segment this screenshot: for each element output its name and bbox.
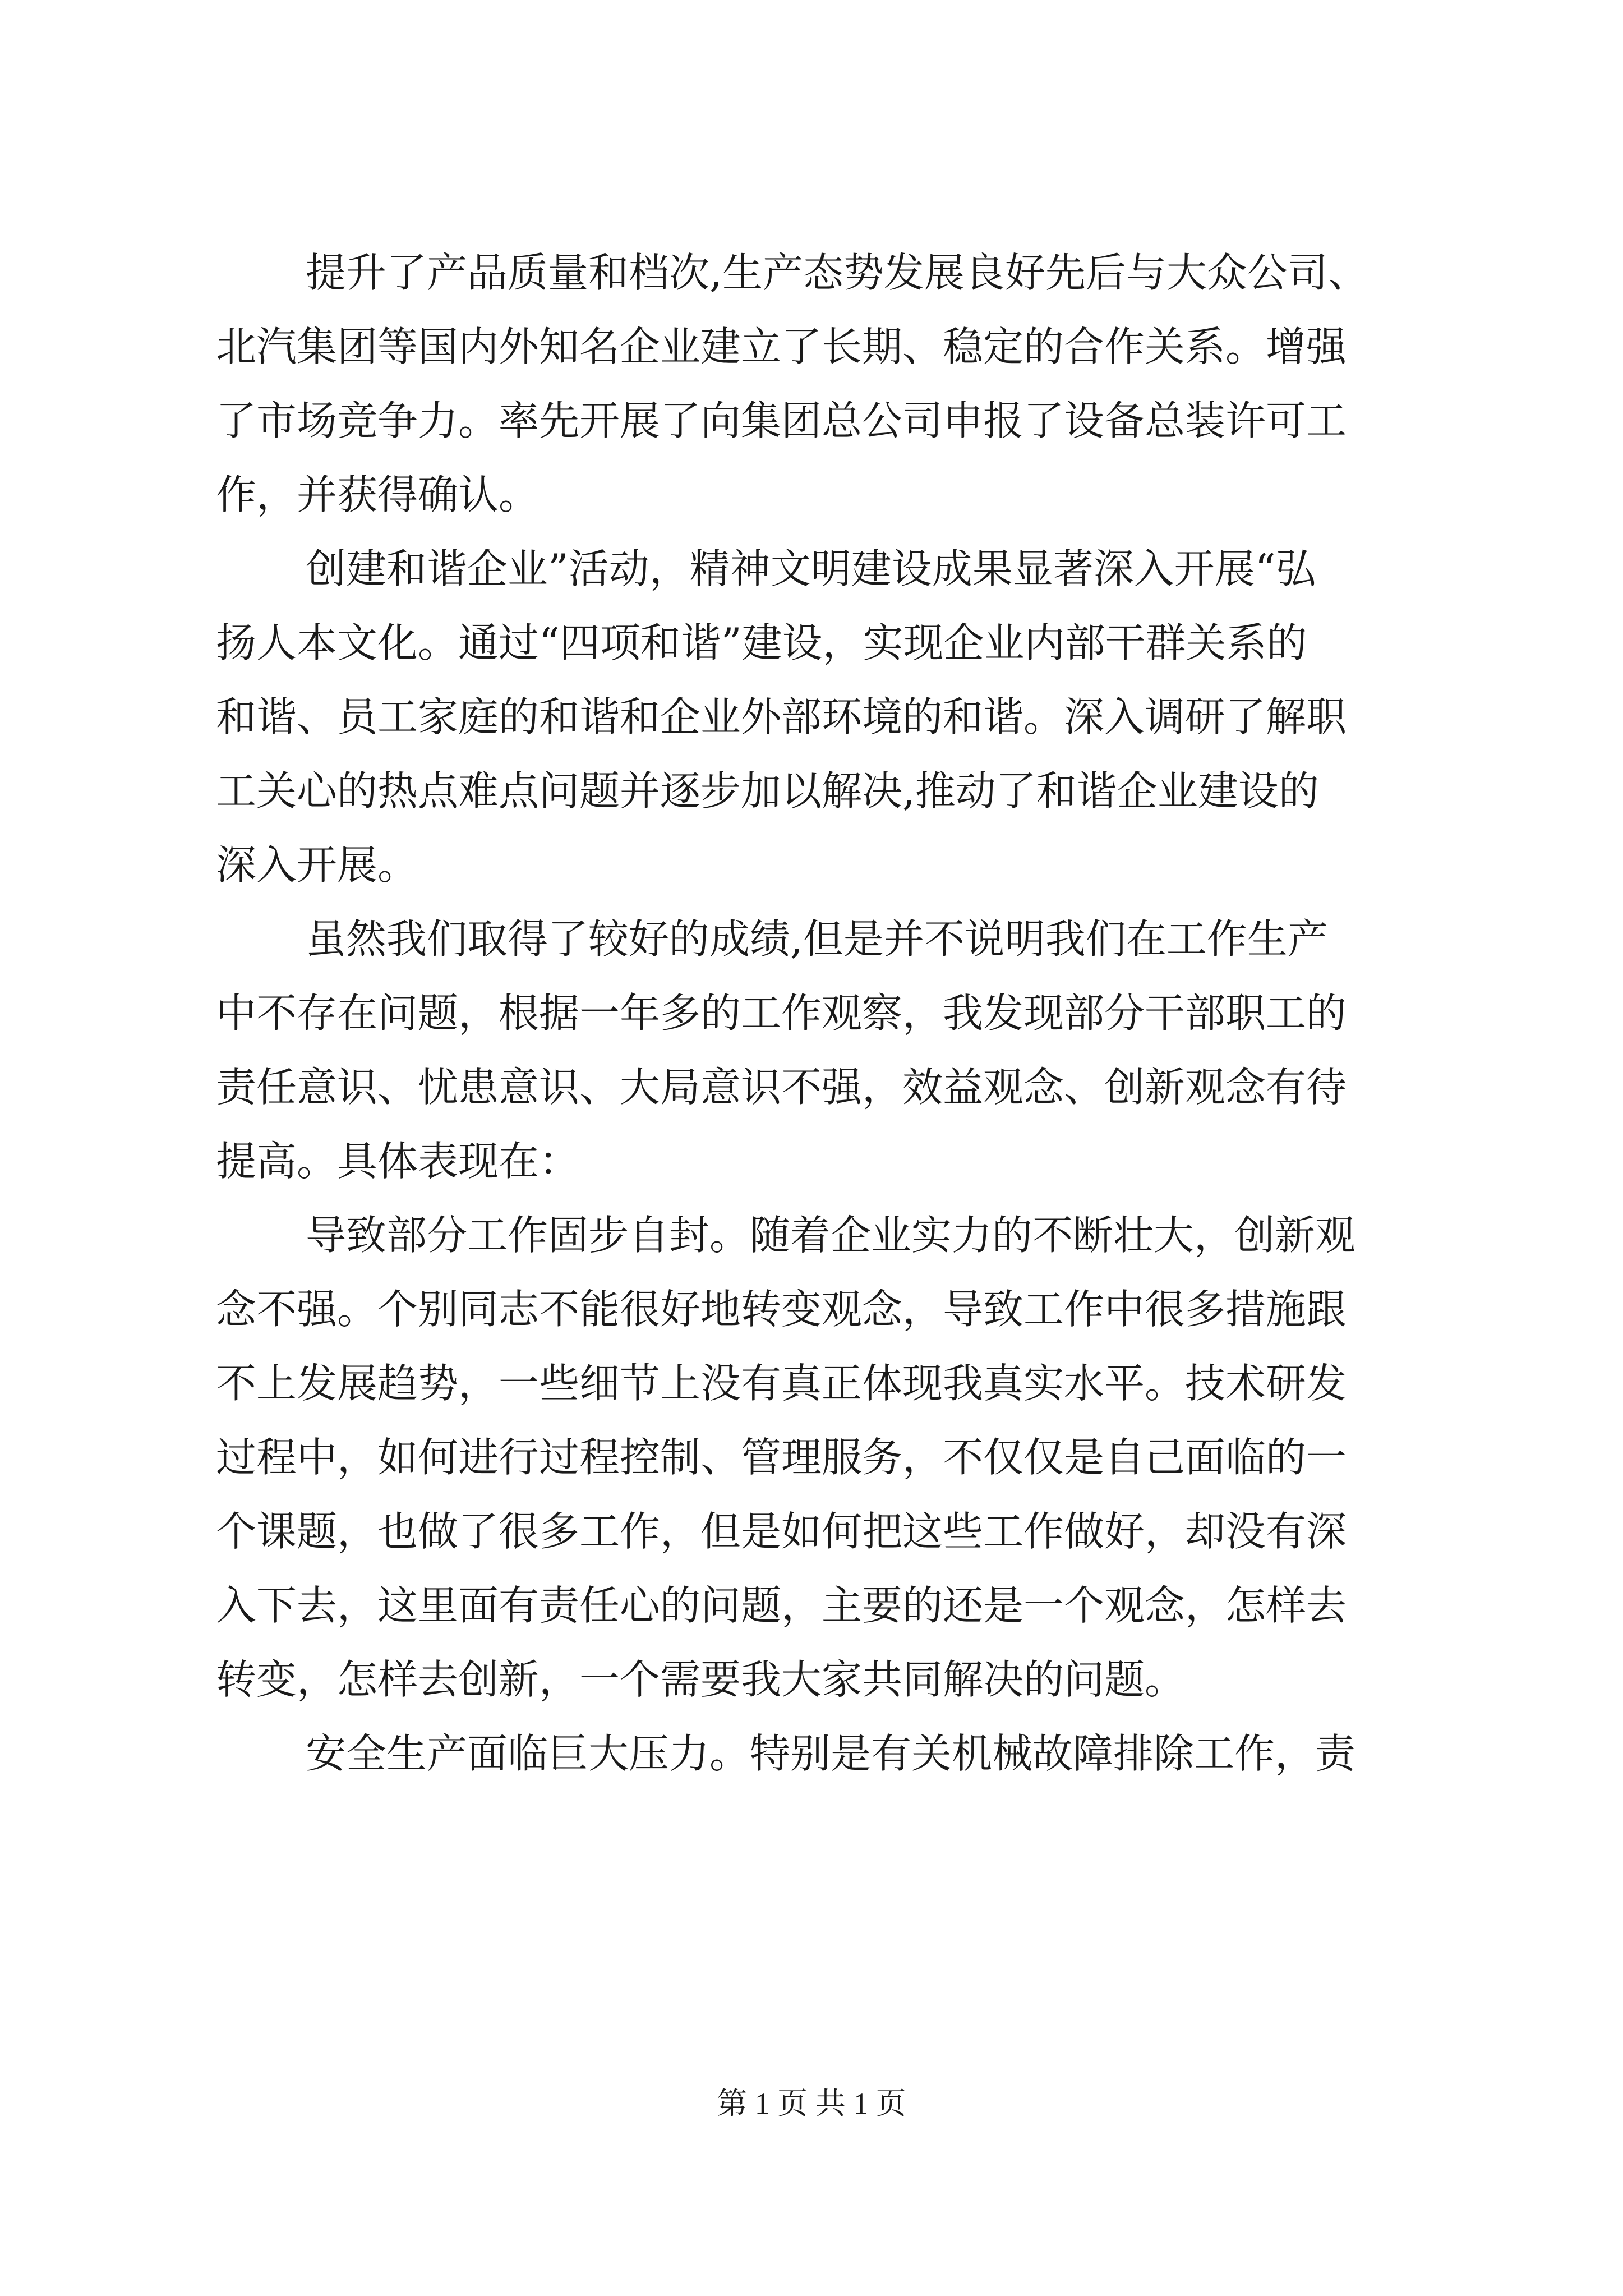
- text-line: 提高。具体表现在：: [216, 1138, 580, 1185]
- text-line: 中不存在问题，根据一年多的工作观察，我发现部分干部职工的: [216, 990, 1347, 1037]
- text-line: 入下去，这里面有责任心的问题，主要的还是一个观念，怎样去: [216, 1582, 1347, 1629]
- paragraph: [216, 236, 1416, 532]
- page-footer: 第 1 页 共 1 页: [717, 2087, 906, 2120]
- text-line: 了市场竞争力。率先开展了向集团总公司申报了设备总装许可工: [216, 397, 1347, 444]
- text-line: 转变，怎样去创新，一个需要我大家共同解决的问题。: [216, 1656, 1186, 1703]
- text-line: 作，并获得确认。: [216, 471, 540, 518]
- text-line: 念不强。个别同志不能很好地转变观念，导致工作中很多措施跟: [216, 1286, 1347, 1333]
- paragraph: [216, 1198, 1416, 1717]
- body-text: [216, 236, 1416, 1791]
- text-line: 责任意识、忧患意识、大局意识不强，效益观念、创新观念有待: [216, 1064, 1347, 1111]
- text-line: 扬人本文化。通过“四项和谐”建设，实现企业内部干群关系的: [216, 619, 1307, 666]
- text-line: 安全生产面临巨大压力。特别是有关机械故障排除工作，责: [306, 1730, 1356, 1777]
- text-line: 创建和谐企业”活动，精神文明建设成果显著深入开展“弘: [306, 545, 1316, 592]
- paragraph: [216, 902, 1416, 1198]
- text-line: 个课题，也做了很多工作，但是如何把这些工作做好，却没有深: [216, 1508, 1347, 1555]
- text-line: 工关心的热点难点问题并逐步加以解决,推动了和谐企业建设的: [216, 767, 1319, 815]
- text-line: 过程中，如何进行过程控制、管理服务，不仅仅是自己面临的一: [216, 1434, 1347, 1481]
- paragraph: [216, 532, 1416, 902]
- text-line: 深入开展。: [216, 841, 418, 889]
- text-line: 不上发展趋势，一些细节上没有真正体现我真实水平。技术研发: [216, 1360, 1347, 1407]
- paragraph: [216, 1717, 1416, 1791]
- text-line: 北汽集团等国内外知名企业建立了长期、稳定的合作关系。增强: [216, 323, 1347, 370]
- text-line: 和谐、员工家庭的和谐和企业外部环境的和谐。深入调研了解职: [216, 693, 1347, 740]
- text-line: 提升了产品质量和档次,生产态势发展良好先后与大众公司、: [306, 249, 1368, 296]
- text-line: 导致部分工作固步自封。随着企业实力的不断壮大，创新观: [306, 1212, 1356, 1259]
- text-line: 虽然我们取得了较好的成绩,但是并不说明我们在工作生产: [306, 915, 1328, 963]
